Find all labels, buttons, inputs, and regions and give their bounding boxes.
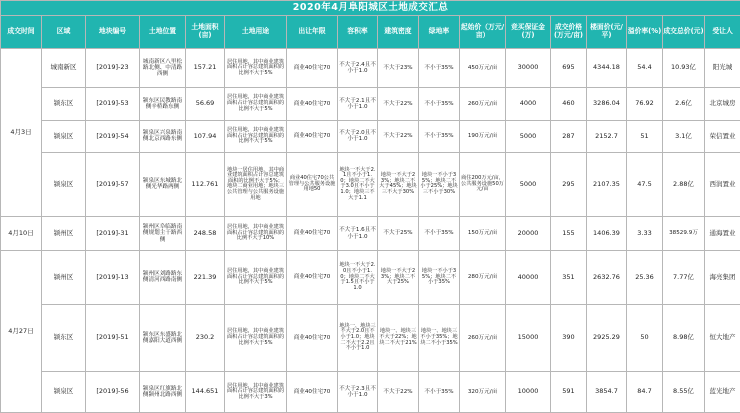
density-text: 地块一、地块三不大于22%；地块二不大于21% xyxy=(379,328,417,346)
start-price-cell xyxy=(460,153,506,216)
density-cell xyxy=(378,251,419,304)
use-text: 居住用地，其中商业建筑面积占计容总建筑面积的比例不大于5% xyxy=(226,58,285,76)
density-text: 地块一不大于23%；地块二不大于45%；地块三不大于30% xyxy=(379,172,417,196)
header-cell: 建筑密度 xyxy=(378,16,419,49)
buyer-cell: 北京城房 xyxy=(705,87,740,120)
green-cell xyxy=(419,251,460,304)
use-text: 居住用地，其中商业建筑面积占计容总建筑面积的比例不大于10% xyxy=(226,224,285,242)
far-cell xyxy=(338,304,378,371)
header-cell: 成交总价(元) xyxy=(663,16,705,49)
total-cell: 38529.9万 xyxy=(663,216,705,251)
buyer-cell: 海亮集团 xyxy=(705,251,740,304)
header-cell: 成交时间 xyxy=(1,16,42,49)
location-cell xyxy=(140,216,186,251)
green-text: 地块一、地块三不小于35%；地块二不小于35% xyxy=(420,328,458,346)
header-cell: 容积率 xyxy=(338,16,378,49)
header-cell: 绿地率 xyxy=(419,16,460,49)
price-cell: 390 xyxy=(551,304,587,371)
header-cell: 楼面价(元/平) xyxy=(587,16,627,49)
size-cell: 144.651 xyxy=(186,372,225,413)
term-cell: 商业40住宅70 xyxy=(287,251,338,304)
location-cell xyxy=(140,87,186,120)
premium-cell: 25.36 xyxy=(627,251,663,304)
table-row xyxy=(1,251,740,304)
price-cell: 460 xyxy=(551,87,587,120)
code-cell: [2019]-56 xyxy=(86,372,140,413)
table-row xyxy=(1,49,740,88)
area-cell: 城南新区 xyxy=(42,49,86,88)
buyer-cell: 恒大地产 xyxy=(705,304,740,371)
premium-cell: 47.5 xyxy=(627,153,663,216)
use-cell xyxy=(225,251,287,304)
header-cell: 起始价（万元/亩） xyxy=(460,16,506,49)
table-row xyxy=(1,153,740,216)
size-cell: 56.69 xyxy=(186,87,225,120)
premium-cell: 50 xyxy=(627,304,663,371)
green-cell xyxy=(419,304,460,371)
deposit-cell: 4000 xyxy=(506,87,551,120)
use-cell xyxy=(225,216,287,251)
table-row xyxy=(1,304,740,371)
size-cell: 248.58 xyxy=(186,216,225,251)
start-price-cell: 280万元/亩 xyxy=(460,251,506,304)
header-cell: 成交价格(万元/亩) xyxy=(551,16,587,49)
start-price-cell: 320万元/亩 xyxy=(460,372,506,413)
total-cell: 2.6亿 xyxy=(663,87,705,120)
price-cell: 287 xyxy=(551,120,587,153)
use-cell xyxy=(225,153,287,216)
total-cell: 3.1亿 xyxy=(663,120,705,153)
location-text: 颍州区阜临路南侧规划主干路西侧 xyxy=(142,224,183,243)
title-row xyxy=(1,1,740,16)
header-cell: 土地用途 xyxy=(225,16,287,49)
size-cell: 157.21 xyxy=(186,49,225,88)
price-cell: 155 xyxy=(551,216,587,251)
code-cell: [2019]-53 xyxy=(86,87,140,120)
start-price-cell: 190万元/亩 xyxy=(460,120,506,153)
area-cell: 颍州区 xyxy=(42,251,86,304)
total-cell: 10.93亿 xyxy=(663,49,705,88)
header-cell: 土地位置 xyxy=(140,16,186,49)
location-cell xyxy=(140,304,186,371)
total-cell: 7.77亿 xyxy=(663,251,705,304)
table-row xyxy=(1,120,740,153)
code-cell: [2019]-51 xyxy=(86,304,140,371)
term-cell: 商业40住宅70 xyxy=(287,120,338,153)
term-cell: 商业40住宅70 xyxy=(287,216,338,251)
price-cell: 591 xyxy=(551,372,587,413)
far-cell xyxy=(338,153,378,216)
location-text: 颍泉区东城路北侧光华路两侧 xyxy=(142,178,183,191)
density-cell xyxy=(378,304,419,371)
price-cell: 351 xyxy=(551,251,587,304)
far-cell: 不大于2.4且不小于1.0 xyxy=(338,49,378,88)
far-cell: 不大于2.0且不小于1.0 xyxy=(338,120,378,153)
far-cell: 不大于2.1且不小于1.0 xyxy=(338,87,378,120)
use-text: 居住用地，其中商业建筑面积占计容总建筑面积的比例不大于5% xyxy=(226,328,285,346)
date-cell: 4月10日 xyxy=(1,216,42,251)
premium-cell: 76.92 xyxy=(627,87,663,120)
premium-cell: 54.4 xyxy=(627,49,663,88)
table-row xyxy=(1,216,740,251)
size-cell: 107.94 xyxy=(186,120,225,153)
area-cell: 颍东区 xyxy=(42,304,86,371)
buyer-cell: 通海置业 xyxy=(705,216,740,251)
term-cell: 商业40住宅70 xyxy=(287,304,338,371)
use-text: 居住用地，其中商业建筑面积占计容总建筑面积的比例不大于3% xyxy=(226,382,285,400)
density-cell: 不大于22% xyxy=(378,372,419,413)
green-cell: 不小于35% xyxy=(419,372,460,413)
buyer-cell: 荣信置业 xyxy=(705,120,740,153)
density-cell: 不大于23% xyxy=(378,49,419,88)
code-cell: [2019]-13 xyxy=(86,251,140,304)
green-cell: 不小于35% xyxy=(419,49,460,88)
header-cell: 出让年限 xyxy=(287,16,338,49)
location-cell xyxy=(140,372,186,413)
use-text: 地块一居住用地，其中商业建筑面积占计容总建筑面积的比例不大于5%；地块二商业用地；地块三公共管理与公共服务设施用地 xyxy=(226,166,285,201)
price-cell: 695 xyxy=(551,49,587,88)
buyer-cell: 蓝光地产 xyxy=(705,372,740,413)
header-row xyxy=(1,16,740,49)
premium-cell: 3.33 xyxy=(627,216,663,251)
use-cell xyxy=(225,49,287,88)
density-text: 地块一不大于23%；地块二不大于25% xyxy=(380,268,416,286)
use-cell xyxy=(225,87,287,120)
buyer-cell: 阳光城 xyxy=(705,49,740,88)
green-cell: 不小于35% xyxy=(419,87,460,120)
use-text: 居住用地，其中商业建筑面积占计容总建筑面积的比例不大于5% xyxy=(226,94,285,112)
location-text: 城南新区八里松路北侧、中清路西侧 xyxy=(142,58,183,78)
date-cell: 4月27日 xyxy=(1,251,42,413)
deposit-cell: 5000 xyxy=(506,120,551,153)
green-cell: 不小于35% xyxy=(419,216,460,251)
start-price-text: 商住200万元/亩，公共服务设施50万元/亩 xyxy=(461,175,504,193)
code-cell: [2019]-57 xyxy=(86,153,140,216)
floor-price-cell: 3286.04 xyxy=(587,87,627,120)
term-cell: 商业40住宅70 xyxy=(287,49,338,88)
location-text: 颍泉区兴泉路南侧北京西路东侧 xyxy=(142,130,183,143)
size-cell: 112.761 xyxy=(186,153,225,216)
table-title: 2020年4月阜阳城区土地成交汇总 xyxy=(1,1,740,16)
use-cell xyxy=(225,304,287,371)
far-cell: 不大于2.3且不小于1.0 xyxy=(338,372,378,413)
total-cell: 8.55亿 xyxy=(663,372,705,413)
term-cell xyxy=(287,153,338,216)
green-text: 地块一不小于35%；地块二不小于25%；地块三不小于30% xyxy=(420,172,458,196)
location-text: 颍泉区红旗路北侧颍州北路西侧 xyxy=(142,385,183,399)
code-cell: [2019]-54 xyxy=(86,120,140,153)
floor-price-cell: 2152.7 xyxy=(587,120,627,153)
header-cell: 地块编号 xyxy=(86,16,140,49)
buyer-cell: 西润置业 xyxy=(705,153,740,216)
term-cell: 商业40住宅70 xyxy=(287,87,338,120)
density-cell: 不大于22% xyxy=(378,87,419,120)
total-cell: 2.88亿 xyxy=(663,153,705,216)
floor-price-cell: 2107.35 xyxy=(587,153,627,216)
table-row xyxy=(1,372,740,413)
header-cell: 溢价率(%) xyxy=(627,16,663,49)
floor-price-cell: 2925.29 xyxy=(587,304,627,371)
area-cell: 颍泉区 xyxy=(42,372,86,413)
start-price-cell: 150万元/亩 xyxy=(460,216,506,251)
price-cell: 295 xyxy=(551,153,587,216)
header-cell: 受让人 xyxy=(705,16,740,49)
code-cell: [2019]-23 xyxy=(86,49,140,88)
area-cell: 颍东区 xyxy=(42,87,86,120)
green-cell: 不小于35% xyxy=(419,120,460,153)
use-text: 居住用地，其中商业建筑面积占计容总建筑面积的比例不大于5% xyxy=(226,268,285,286)
premium-cell: 51 xyxy=(627,120,663,153)
far-text: 地块一、地块三不大于2.0且不小于1.0；地块二不大于2.2且不小于1.0 xyxy=(339,322,376,352)
far-text: 地块一不大于2.0且不小于1.0；地块二不大于1.5且不小于1.0 xyxy=(339,262,376,291)
size-cell: 230.2 xyxy=(186,304,225,371)
green-cell xyxy=(419,153,460,216)
location-cell xyxy=(140,251,186,304)
location-text: 颍东区民教路南侧辛桥路东侧 xyxy=(142,97,183,110)
code-cell: [2019]-31 xyxy=(86,216,140,251)
term-text: 商业40住宅70公共管理与公共服务设施用地50 xyxy=(288,175,336,193)
use-cell xyxy=(225,372,287,413)
location-text: 颍东区东盛路北侧嘉阳大道西侧 xyxy=(142,331,183,344)
area-cell: 颍泉区 xyxy=(42,120,86,153)
deposit-cell: 5000 xyxy=(506,153,551,216)
area-cell: 颍泉区 xyxy=(42,153,86,216)
density-cell: 不大于22% xyxy=(378,120,419,153)
location-cell xyxy=(140,153,186,216)
far-cell: 不大于1.6且不小于1.0 xyxy=(338,216,378,251)
deposit-cell: 40000 xyxy=(506,251,551,304)
density-cell xyxy=(378,153,419,216)
deposit-cell: 15000 xyxy=(506,304,551,371)
start-price-cell: 260万元/亩 xyxy=(460,304,506,371)
area-cell: 颍州区 xyxy=(42,216,86,251)
header-cell: 土地面积(亩) xyxy=(186,16,225,49)
term-cell: 商业40住宅70 xyxy=(287,372,338,413)
location-cell xyxy=(140,49,186,88)
header-cell: 区域 xyxy=(42,16,86,49)
floor-price-cell: 3854.7 xyxy=(587,372,627,413)
use-cell xyxy=(225,120,287,153)
location-cell xyxy=(140,120,186,153)
start-price-cell: 450万元/亩 xyxy=(460,49,506,88)
premium-cell: 84.7 xyxy=(627,372,663,413)
floor-price-cell: 4344.18 xyxy=(587,49,627,88)
density-cell: 不大于25% xyxy=(378,216,419,251)
green-text: 地块一不小于35%；地块二不小于35% xyxy=(421,268,457,286)
date-cell: 4月3日 xyxy=(1,49,42,217)
start-price-cell: 260万元/亩 xyxy=(460,87,506,120)
deposit-cell: 20000 xyxy=(506,216,551,251)
table-row xyxy=(1,87,740,120)
total-cell: 8.98亿 xyxy=(663,304,705,371)
floor-price-cell: 1406.39 xyxy=(587,216,627,251)
use-text: 居住用地，其中商业建筑面积占计容总建筑面积的比例不大于5% xyxy=(226,127,285,145)
deposit-cell: 10000 xyxy=(506,372,551,413)
floor-price-cell: 2632.76 xyxy=(587,251,627,304)
location-text: 颍州区刘路路东侧清河西路南侧 xyxy=(142,271,183,284)
far-text: 地块一不大于2.1且不小于1.0；地块二不大于3.0且不小于1.0；地块三不大于1.1 xyxy=(339,166,376,201)
size-cell: 221.39 xyxy=(186,251,225,304)
header-cell: 竞买保证金(万) xyxy=(506,16,551,49)
far-cell xyxy=(338,251,378,304)
deposit-cell: 30000 xyxy=(506,49,551,88)
